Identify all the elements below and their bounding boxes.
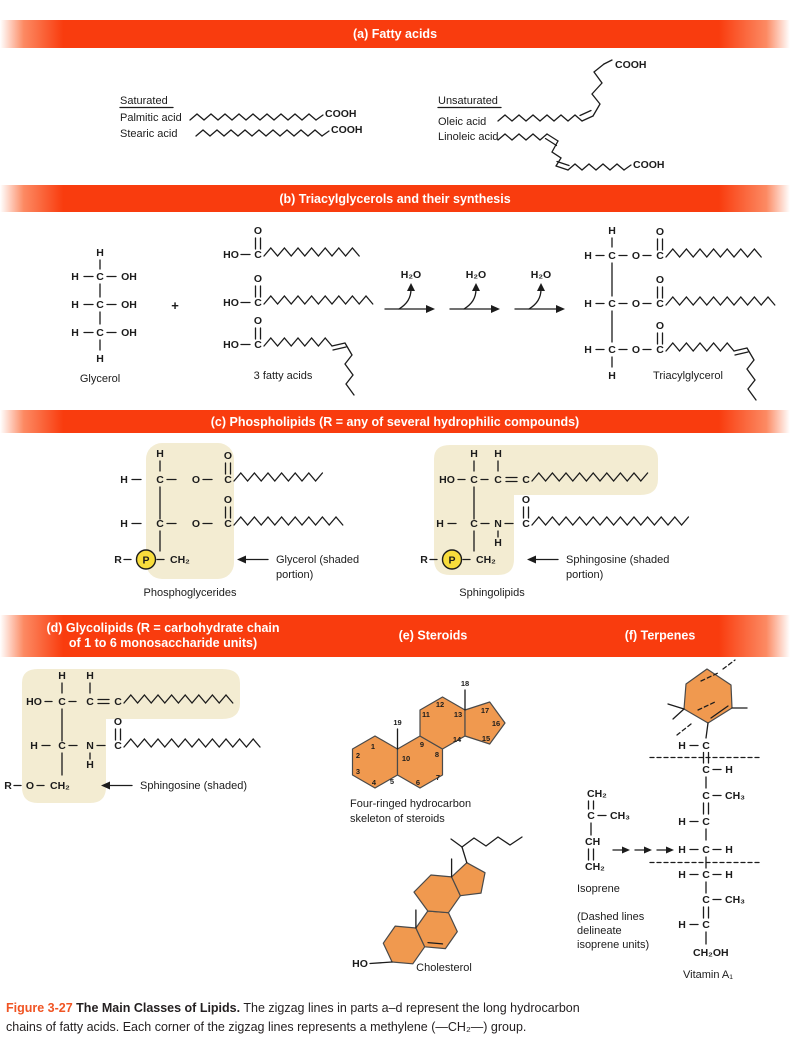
atom-label: C	[470, 474, 478, 486]
atom-label: C	[656, 250, 664, 262]
atom-label: H₂O	[530, 269, 552, 281]
atom-label: C	[702, 790, 710, 802]
bond	[264, 338, 332, 346]
atom-label: 10	[401, 754, 411, 763]
bond	[735, 352, 748, 355]
atom-label: H	[678, 869, 686, 881]
atom-label: O	[631, 250, 641, 262]
atom-label: O	[253, 315, 263, 327]
fatty-acid-2	[223, 273, 373, 309]
bond	[666, 343, 734, 351]
bond	[582, 116, 593, 121]
vitamin-a1-structure	[650, 660, 760, 981]
bond	[332, 343, 345, 346]
atom-label: CH₃	[725, 790, 746, 802]
atom-label: H	[120, 518, 128, 530]
polymerization-arrows	[613, 847, 674, 854]
bond	[345, 343, 354, 395]
atom-label: C	[702, 764, 710, 776]
bond	[472, 283, 480, 291]
atom-label: C	[58, 740, 66, 752]
atom-label: C	[702, 894, 710, 906]
bond	[673, 709, 684, 719]
bond	[677, 724, 691, 735]
bond	[622, 847, 630, 854]
phosphate-p: P	[142, 554, 150, 567]
bond	[234, 473, 322, 481]
atom-label: 6	[415, 778, 421, 787]
oleic-chain	[498, 115, 582, 121]
atom-label: O	[191, 518, 201, 530]
atom-label: C	[224, 474, 232, 486]
atom-label: H	[678, 919, 686, 931]
atom-label: O	[223, 450, 233, 462]
bond	[234, 517, 343, 525]
atom-label: C	[656, 298, 664, 310]
atom-label: COOH	[615, 59, 647, 71]
panel-c-title: (c) Phospholipids (R = any of several hydrophilic compounds)	[210, 414, 580, 429]
atom-label: C	[156, 474, 164, 486]
vitamin-a1-label: Vitamin A₁	[683, 969, 733, 981]
atom-label: H	[71, 327, 79, 339]
bond	[604, 60, 612, 64]
bond	[491, 305, 500, 313]
atom-label: O	[655, 320, 665, 332]
panel-e-structures	[330, 657, 560, 985]
atom-label: C	[522, 474, 530, 486]
bond	[644, 847, 652, 854]
water-release-arrow-3	[515, 269, 565, 313]
bond	[556, 166, 568, 170]
panel-f-structures	[555, 657, 790, 985]
atom-label: H	[96, 247, 104, 259]
atom-label: CH₃	[725, 894, 746, 906]
panel-d-title: (d) Glycolipids (R = carbohydrate chain of 1 to 6 monosaccharide units)	[46, 621, 280, 650]
atom-label: C	[608, 250, 616, 262]
dashed-note-line1: (Dashed lines	[577, 911, 645, 923]
three-fatty-acids-label: 3 fatty acids	[253, 370, 313, 382]
atom-label: H	[156, 448, 164, 460]
atom-label: H	[584, 250, 592, 262]
linoleic-label: Linoleic acid	[438, 131, 499, 143]
atom-label: H	[436, 518, 444, 530]
panel-b-title: (b) Triacylglycerols and their synthesis	[279, 191, 511, 206]
dashed-note-line2: delineate	[577, 925, 622, 937]
unsaturated-group	[438, 59, 665, 171]
atom-label: H	[86, 759, 94, 771]
atom-label: H	[725, 844, 733, 856]
bond	[451, 839, 462, 847]
banner-fatty-acids	[0, 20, 790, 48]
atom-label: C	[702, 869, 710, 881]
glycerol-note-arrow	[237, 556, 246, 564]
bond	[624, 165, 631, 170]
bond	[537, 283, 545, 291]
glycerol-structure	[71, 247, 137, 385]
atom-label: H	[584, 344, 592, 356]
cholesterol-label: Cholesterol	[416, 962, 472, 974]
glycerol-note-line1: Glycerol (shaded	[276, 554, 360, 566]
atom-label: H	[678, 740, 686, 752]
atom-label: O	[631, 344, 641, 356]
dashed-note-line3: isoprene units)	[577, 939, 650, 951]
atom-label: O	[253, 273, 263, 285]
bond	[399, 289, 411, 309]
atom-label: C	[702, 919, 710, 931]
atom-label: O	[191, 474, 201, 486]
banner-phospholipids	[0, 410, 790, 433]
linoleic-chain-lower	[568, 164, 624, 170]
atom-label: 5	[389, 777, 395, 786]
atom-label: HO	[26, 696, 42, 708]
atom-label: 14	[452, 735, 462, 744]
bond	[666, 847, 674, 854]
atom-label: 3	[355, 767, 361, 776]
caption-text-line1: The zigzag lines in parts a–d represent the long hydrocarbon	[243, 1001, 580, 1015]
atom-label: C	[86, 696, 94, 708]
atom-label: O	[655, 274, 665, 286]
isoprene-structure	[577, 788, 649, 951]
atom-label: CH₂	[476, 554, 496, 566]
atom-label: H	[725, 764, 733, 776]
bond	[747, 348, 756, 400]
atom-label: CH₂	[170, 554, 190, 566]
atom-label: O	[223, 494, 233, 506]
caption-bold-title: The Main Classes of Lipids.	[76, 1001, 241, 1015]
atom-label: 16	[491, 719, 501, 728]
atom-label: O	[113, 716, 123, 728]
banner-triacylglycerols	[0, 185, 790, 212]
water-release-arrow-1	[385, 269, 435, 313]
unsaturated-heading: Unsaturated	[438, 95, 498, 107]
atom-label: H	[678, 816, 686, 828]
atom-label: H	[120, 474, 128, 486]
atom-label: 8	[434, 750, 440, 759]
atom-label: HO	[352, 958, 368, 970]
atom-label: H	[71, 271, 79, 283]
atom-label: COOH	[325, 108, 357, 120]
bond	[557, 162, 569, 166]
atom-label: HO	[223, 297, 239, 309]
atom-label: C	[522, 518, 530, 530]
atom-label: H	[494, 537, 502, 549]
sphingosine-note-line1: Sphingosine (shaded	[566, 554, 670, 566]
bond	[464, 289, 476, 309]
bond	[370, 962, 392, 964]
atom-label: O	[25, 780, 35, 792]
bond	[580, 111, 591, 116]
atom-label: C	[254, 249, 262, 261]
atom-label: C	[608, 344, 616, 356]
glycerol-shaded-region	[146, 443, 234, 579]
atom-label: H₂O	[465, 269, 487, 281]
atom-label: C	[224, 518, 232, 530]
saturated-group	[120, 95, 363, 140]
atom-label: R	[420, 554, 428, 566]
bond	[322, 131, 329, 136]
atom-label: H	[71, 299, 79, 311]
glycolipid-structure	[4, 669, 260, 803]
atom-label: C	[156, 518, 164, 530]
atom-label: 9	[419, 740, 425, 749]
panel-f-title: (f) Terpenes	[624, 628, 696, 643]
atom-label: O	[521, 494, 531, 506]
triacylglycerol-label: Triacylglycerol	[653, 370, 723, 382]
bond	[264, 296, 373, 304]
atom-label: 11	[422, 710, 430, 719]
atom-label: OH	[121, 271, 137, 283]
atom-label: 17	[480, 706, 490, 715]
atom-label: OH	[121, 327, 137, 339]
atom-label: C	[114, 740, 122, 752]
atom-label: H	[96, 353, 104, 365]
atom-label: CH₂	[50, 780, 70, 792]
atom-label: C	[702, 740, 710, 752]
atom-label: C	[494, 474, 502, 486]
linoleic-chain	[498, 134, 547, 140]
palmitic-chain	[190, 114, 316, 120]
panel-e-title: (e) Steroids	[398, 628, 468, 643]
phosphoglycerides-label: Phosphoglycerides	[143, 587, 237, 599]
atom-label: 1	[370, 742, 376, 751]
atom-label: H	[608, 370, 616, 382]
panel-c-structures	[0, 433, 790, 613]
bond	[723, 660, 735, 669]
bond	[532, 517, 688, 525]
sphingolipids-label: Sphingolipids	[459, 587, 525, 599]
sphingosine-note: Sphingosine (shaded)	[140, 780, 248, 792]
atom-label: N	[494, 518, 502, 530]
panel-a-title: (a) Fatty acids	[352, 27, 438, 41]
bond	[556, 305, 565, 313]
figure-number: Figure 3-27	[6, 1001, 73, 1015]
bond	[462, 847, 467, 863]
atom-label: O	[631, 298, 641, 310]
atom-label: 13	[453, 710, 463, 719]
atom-label: H	[86, 670, 94, 682]
triacylglycerol-structure	[584, 225, 775, 400]
atom-label: H	[58, 670, 66, 682]
atom-label: 18	[460, 679, 470, 688]
atom-label: C	[96, 271, 104, 283]
atom-label: H	[584, 298, 592, 310]
phosphate-p: P	[448, 554, 456, 567]
bond	[264, 248, 359, 256]
atom-label: O	[655, 226, 665, 238]
atom-label: CH	[585, 836, 601, 848]
caption-text-line2: chains of fatty acids. Each corner of the zigzag lines represents a methylene (—CH₂—) group.	[6, 1020, 527, 1034]
bond	[668, 704, 684, 709]
atom-label: C	[702, 844, 710, 856]
sphingosine-note-arrow	[527, 556, 536, 564]
atom-label: H	[725, 869, 733, 881]
skeleton-label-line1: Four-ringed hydrocarbon	[350, 798, 472, 810]
phosphoglyceride-structure	[114, 443, 359, 599]
sphingosine-note-line2: portion)	[566, 569, 604, 581]
water-release-arrow-2	[450, 269, 500, 313]
atom-label: C	[96, 327, 104, 339]
atom-label: HO	[223, 339, 239, 351]
bond	[333, 347, 346, 350]
atom-label: 7	[435, 773, 441, 782]
glycerol-label: Glycerol	[79, 373, 121, 385]
saturated-heading: Saturated	[120, 95, 168, 107]
atom-label: C	[96, 299, 104, 311]
atom-label: H	[608, 225, 616, 237]
figure-caption	[6, 999, 786, 1037]
atom-label: C	[254, 339, 262, 351]
fatty-acid-1	[223, 225, 359, 261]
plus-sign: +	[171, 298, 179, 313]
atom-label: C	[470, 518, 478, 530]
atom-label: CH₂	[585, 861, 605, 873]
atom-label: C	[254, 297, 262, 309]
isoprene-label: Isoprene	[577, 883, 620, 895]
atom-label: CH₂	[587, 788, 607, 800]
bond	[734, 348, 747, 351]
bond	[407, 283, 415, 291]
atom-label: C	[702, 816, 710, 828]
bond	[529, 289, 541, 309]
cholesterol-structure	[352, 837, 522, 974]
atom-label: H	[494, 448, 502, 460]
atom-label: R	[4, 780, 12, 792]
skeleton-label-line2: skeleton of steroids	[350, 813, 445, 825]
bond	[706, 723, 708, 738]
atom-label: H	[470, 448, 478, 460]
atom-label: HO	[439, 474, 455, 486]
oleic-label: Oleic acid	[438, 116, 487, 128]
atom-label: HO	[223, 249, 239, 261]
atom-label: OH	[121, 299, 137, 311]
sphingolipid-structure	[420, 445, 688, 599]
atom-label: C	[114, 696, 122, 708]
bond	[124, 739, 260, 747]
atom-label: O	[253, 225, 263, 237]
atom-label: C	[587, 810, 595, 822]
atom-label: C	[58, 696, 66, 708]
atom-label: 12	[435, 700, 445, 709]
atom-label: 2	[355, 751, 361, 760]
bond	[666, 297, 775, 305]
panel-a-structures	[0, 45, 790, 185]
atom-label: 19	[393, 718, 402, 727]
atom-label: H	[30, 740, 38, 752]
atom-label: H₂O	[400, 269, 422, 281]
atom-label: COOH	[331, 124, 363, 136]
bond	[666, 249, 761, 257]
atom-label: COOH	[633, 159, 665, 171]
bond	[426, 305, 435, 313]
fatty-acid-3	[223, 315, 354, 395]
banner-def-row	[0, 615, 790, 657]
steroid-skeleton	[350, 679, 505, 825]
atom-label: CH₃	[610, 810, 631, 822]
stearic-chain	[196, 130, 322, 136]
atom-label: CH₂OH	[693, 947, 729, 959]
atom-label: R	[114, 554, 122, 566]
bond	[316, 115, 323, 120]
panel-d-structures	[0, 657, 330, 985]
atom-label: 15	[481, 734, 491, 743]
palmitic-label: Palmitic acid	[120, 112, 182, 124]
stearic-label: Stearic acid	[120, 128, 178, 140]
glycerol-note-line2: portion)	[276, 569, 314, 581]
atom-label: C	[656, 344, 664, 356]
panel-b-structures	[0, 212, 790, 408]
atom-label: C	[608, 298, 616, 310]
atom-label: H	[678, 844, 686, 856]
atom-label: N	[86, 740, 94, 752]
atom-label: 4	[371, 778, 377, 787]
oleic-chain-upper	[592, 64, 604, 116]
cholesterol-side-chain	[462, 837, 522, 847]
